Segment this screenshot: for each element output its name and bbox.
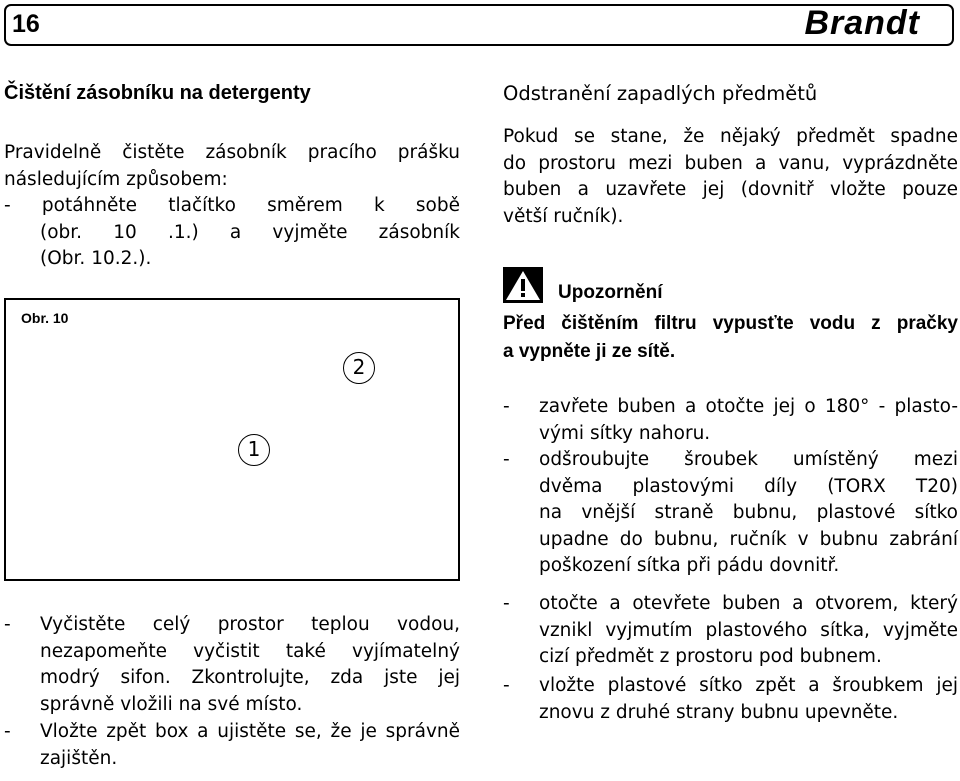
- intro-line: následujícím způsobem:: [4, 168, 228, 190]
- left-heading: Čištění zásobníku na detergenty: [4, 82, 311, 104]
- figure-10: [4, 298, 460, 581]
- page-number: 16: [12, 10, 40, 38]
- item-line: vými sítky nahoru.: [539, 422, 711, 444]
- para-line: větší ručník).: [503, 205, 624, 227]
- para-line: buben a uzavřete jej (dovnitř vložte pouze: [503, 179, 958, 200]
- callout-2: 2: [343, 352, 375, 384]
- item-line: odšroubujte šroubek umístěný mezi: [539, 449, 958, 470]
- step-line: - potáhněte tlačítko směrem k sobě: [4, 195, 460, 216]
- item-line: poškození sítka při pádu dovnitř.: [539, 555, 840, 576]
- callout-1: 1: [238, 434, 270, 466]
- warning-line: Před čištěním filtru vypusťte vodu z pračky: [503, 313, 958, 334]
- item-line: znovu z druhé strany bubnu upevněte.: [539, 701, 899, 723]
- list-dash: -: [503, 593, 510, 614]
- list-dash: -: [4, 614, 11, 635]
- step-remove-dispenser: [4, 193, 460, 273]
- step-line: Vyčistěte celý prostor teplou vodou,: [40, 614, 460, 635]
- item-line: zavřete buben a otočte jej o 180° - plasto-: [539, 396, 958, 417]
- step-line: modrý sifon. Zkontrolujte, zda jste jej: [40, 667, 460, 688]
- list-dash: -: [4, 721, 11, 742]
- step-line: (obr. 10 .1.) a vyjměte zásobník: [40, 221, 460, 243]
- warning-line: a vypněte ji ze sítě.: [503, 341, 676, 362]
- intro-line: Pravidelně čistěte zásobník pracího prášku: [4, 142, 460, 163]
- warning-body: [503, 310, 958, 366]
- list-dash: -: [503, 449, 510, 470]
- step-line: správně vložili na své místo.: [40, 693, 303, 715]
- right-heading: Odstranění zapadlých předmětů: [503, 82, 818, 105]
- item-line: cizí předmět z prostoru pod bubnem.: [539, 646, 882, 667]
- para-line: Pokud se stane, že nějaký předmět spadne: [503, 126, 958, 147]
- step-line: zajištěn.: [40, 747, 118, 769]
- list-dash: -: [503, 675, 510, 696]
- item-line: na vnější straně bubnu, plastové sítko: [539, 502, 958, 523]
- page-header: [4, 4, 954, 46]
- warning-icon: [503, 267, 543, 303]
- item-line: vznikl vyjmutím plastového sítka, vyjměte: [539, 619, 958, 641]
- brand-logo: Brandt: [804, 4, 920, 42]
- step-line: (Obr. 10.2.).: [40, 248, 152, 269]
- intro-paragraph-right: [503, 124, 958, 230]
- figure-label: Obr. 10: [21, 310, 69, 326]
- warning-title: Upozornění: [558, 282, 663, 303]
- list-dash: -: [503, 396, 510, 417]
- para-line: do prostoru mezi buben a vanu, vyprázdněte: [503, 152, 958, 174]
- item-line: dvěma plastovými díly (TORX T20): [539, 475, 958, 497]
- step-line: Vložte zpět box a ujistěte se, že je správně: [40, 721, 460, 742]
- step-line: nezapomeňte vyčistit také vyjímatelný: [40, 640, 460, 662]
- item-line: otočte a otevřete buben a otvorem, který: [539, 593, 958, 614]
- item-line: vložte plastové sítko zpět a šroubkem jej: [539, 675, 958, 696]
- intro-paragraph: [4, 140, 460, 193]
- item-line: upadne do bubnu, ručník v bubnu zabrání: [539, 528, 958, 550]
